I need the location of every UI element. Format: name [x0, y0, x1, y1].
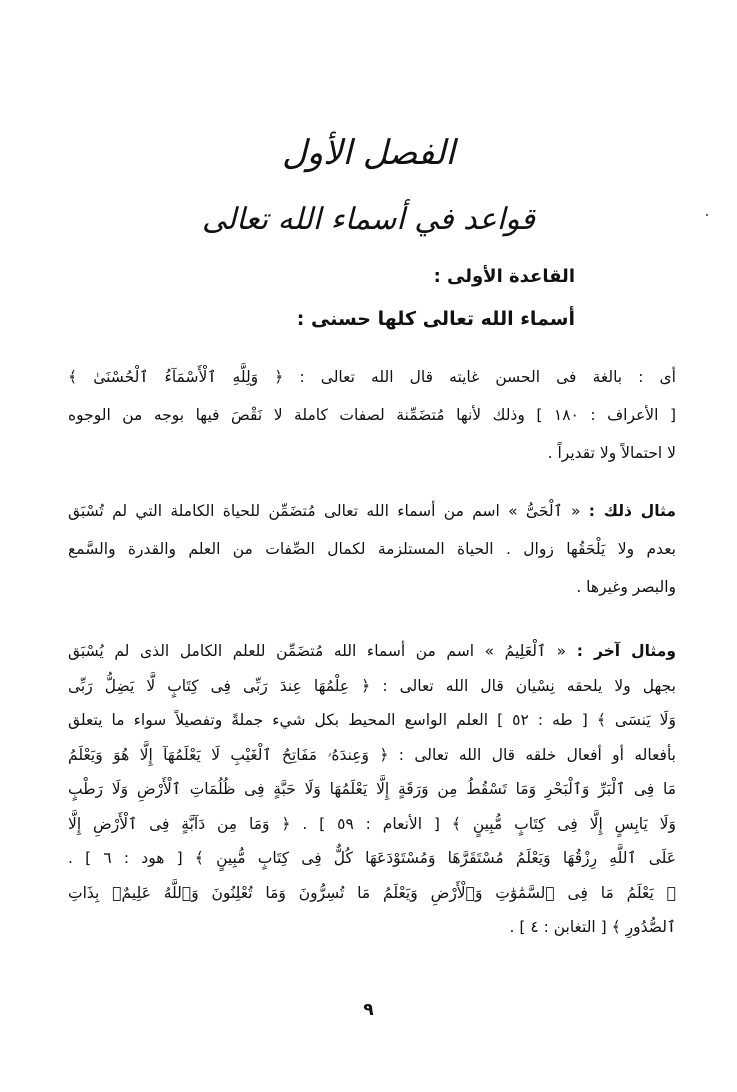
paragraph-line: أى : بالغة فى الحسن غايته قال الله تعالى : ﴿ وَلِلَّهِ ٱلْأَسْمَآءُ ٱلْحُسْنَىٰ ﴾ — [68, 368, 676, 386]
paragraph-line: ٱلصُّدُورِ ﴾ [ التغابن : ٤ ] . — [509, 918, 676, 936]
paragraph-example-alhayy — [68, 492, 676, 606]
paragraph-example-alaleem — [68, 634, 676, 945]
paragraph-line: بأفعاله أو أفعال خلقه قال الله تعالى : ﴿ وَعِندَهُۥ مَفَاتِحُ ٱلْغَيْبِ لَا يَعْلَمُهَآ إِلَّا هُوَ وَيَعْلَمُ — [68, 745, 676, 764]
paragraph-line: عَلَى ٱللَّهِ رِزْقُهَا وَيَعْلَمُ مُسْتَقَرَّهَا وَمُسْتَوْدَعَهَا كُلٌّ فِى كِتَابٍ مُّبِينٍ ﴾ [ هود : ٦ ] . — [68, 849, 676, 867]
print-speck — [706, 214, 708, 216]
example-lead: ومثال آخر : — [576, 642, 676, 660]
paragraph-line: وَلَا يَابِسٍ إِلَّا فِى كِتَابٍ مُّبِينٍ ﴾ [ الأنعام : ٥٩ ] . ﴿ وَمَا مِن دَآبَّةٍ فِى ٱلْأَرْضِ إِلَّا — [68, 814, 676, 833]
chapter-title: الفصل الأول — [281, 133, 455, 173]
paragraph-line: ﴿ يَعْلَمُ مَا فِى ٱلسَّمَٰوَٰتِ وَٱلْأَرْضِ وَيَعْلَمُ مَا تُسِرُّونَ وَمَا تُعْلِنُونَ وَٱللَّهُ عَلِيمٌۢ بِذَاتِ — [68, 883, 676, 902]
paragraph-line: [ الأعراف : ١٨٠ ] وذلك لأنها مُتضَمِّنة لصفات كاملة لا نَقْصَ فيها بوجه من الوجوه — [68, 406, 676, 424]
paragraph-line: بجهل ولا يلحقه نِسْيان قال الله تعالى : ﴿ عِلْمُهَا عِندَ رَبِّى فِى كِتَابٍ لَّا يَضِلُّ رَبِّى — [68, 676, 676, 695]
paragraph-line-text: « ٱلْحَىُّ » اسم من أسماء الله تعالى مُتضَمِّن للحياة الكاملة التي لم تُسْبَق — [68, 502, 581, 520]
paragraph-line: والبصر وغيرها . — [576, 578, 676, 596]
paragraph-line: مَا فِى ٱلْبَرِّ وَٱلْبَحْرِ وَمَا تَسْقُطُ مِن وَرَقَةٍ إِلَّا يَعْلَمُهَا وَلَا حَبَّةٍ فِى ظُلُمَاتِ ٱلْأَرْضِ وَلَا رَطْبٍ — [68, 780, 676, 798]
paragraph-explanation — [68, 358, 676, 472]
paragraph-line: لا احتمالاً ولا تقديراً . — [547, 444, 676, 462]
paragraph-line-text: « ٱلْعَلِيمُ » اسم من أسماء الله مُتضَمِّن للعلم الكامل الذى لم يُسْبَق — [68, 642, 567, 660]
paragraph-line — [68, 634, 676, 669]
rule-label: القاعدة الأولى : — [433, 266, 575, 287]
paragraph-line — [68, 492, 676, 530]
chapter-subtitle: قواعد في أسماء الله تعالى — [202, 202, 535, 237]
paragraph-line: وَلَا يَنسَى ﴾ [ طه : ٥٢ ] العلم الواسع المحيط بكل شيء جملةً وتفصيلاً سواء ما يتعلق — [68, 711, 676, 729]
rule-statement: أسماء الله تعالى كلها حسنى : — [296, 308, 575, 330]
paragraph-line: بعدم ولا يَلْحَقُها زوال . الحياة المستلزمة لكمال الصِّفات من العلم والقدرة والسَّمع — [68, 540, 676, 558]
page-number: ٩ — [363, 1000, 374, 1020]
example-lead: مثال ذلك : — [588, 502, 676, 520]
